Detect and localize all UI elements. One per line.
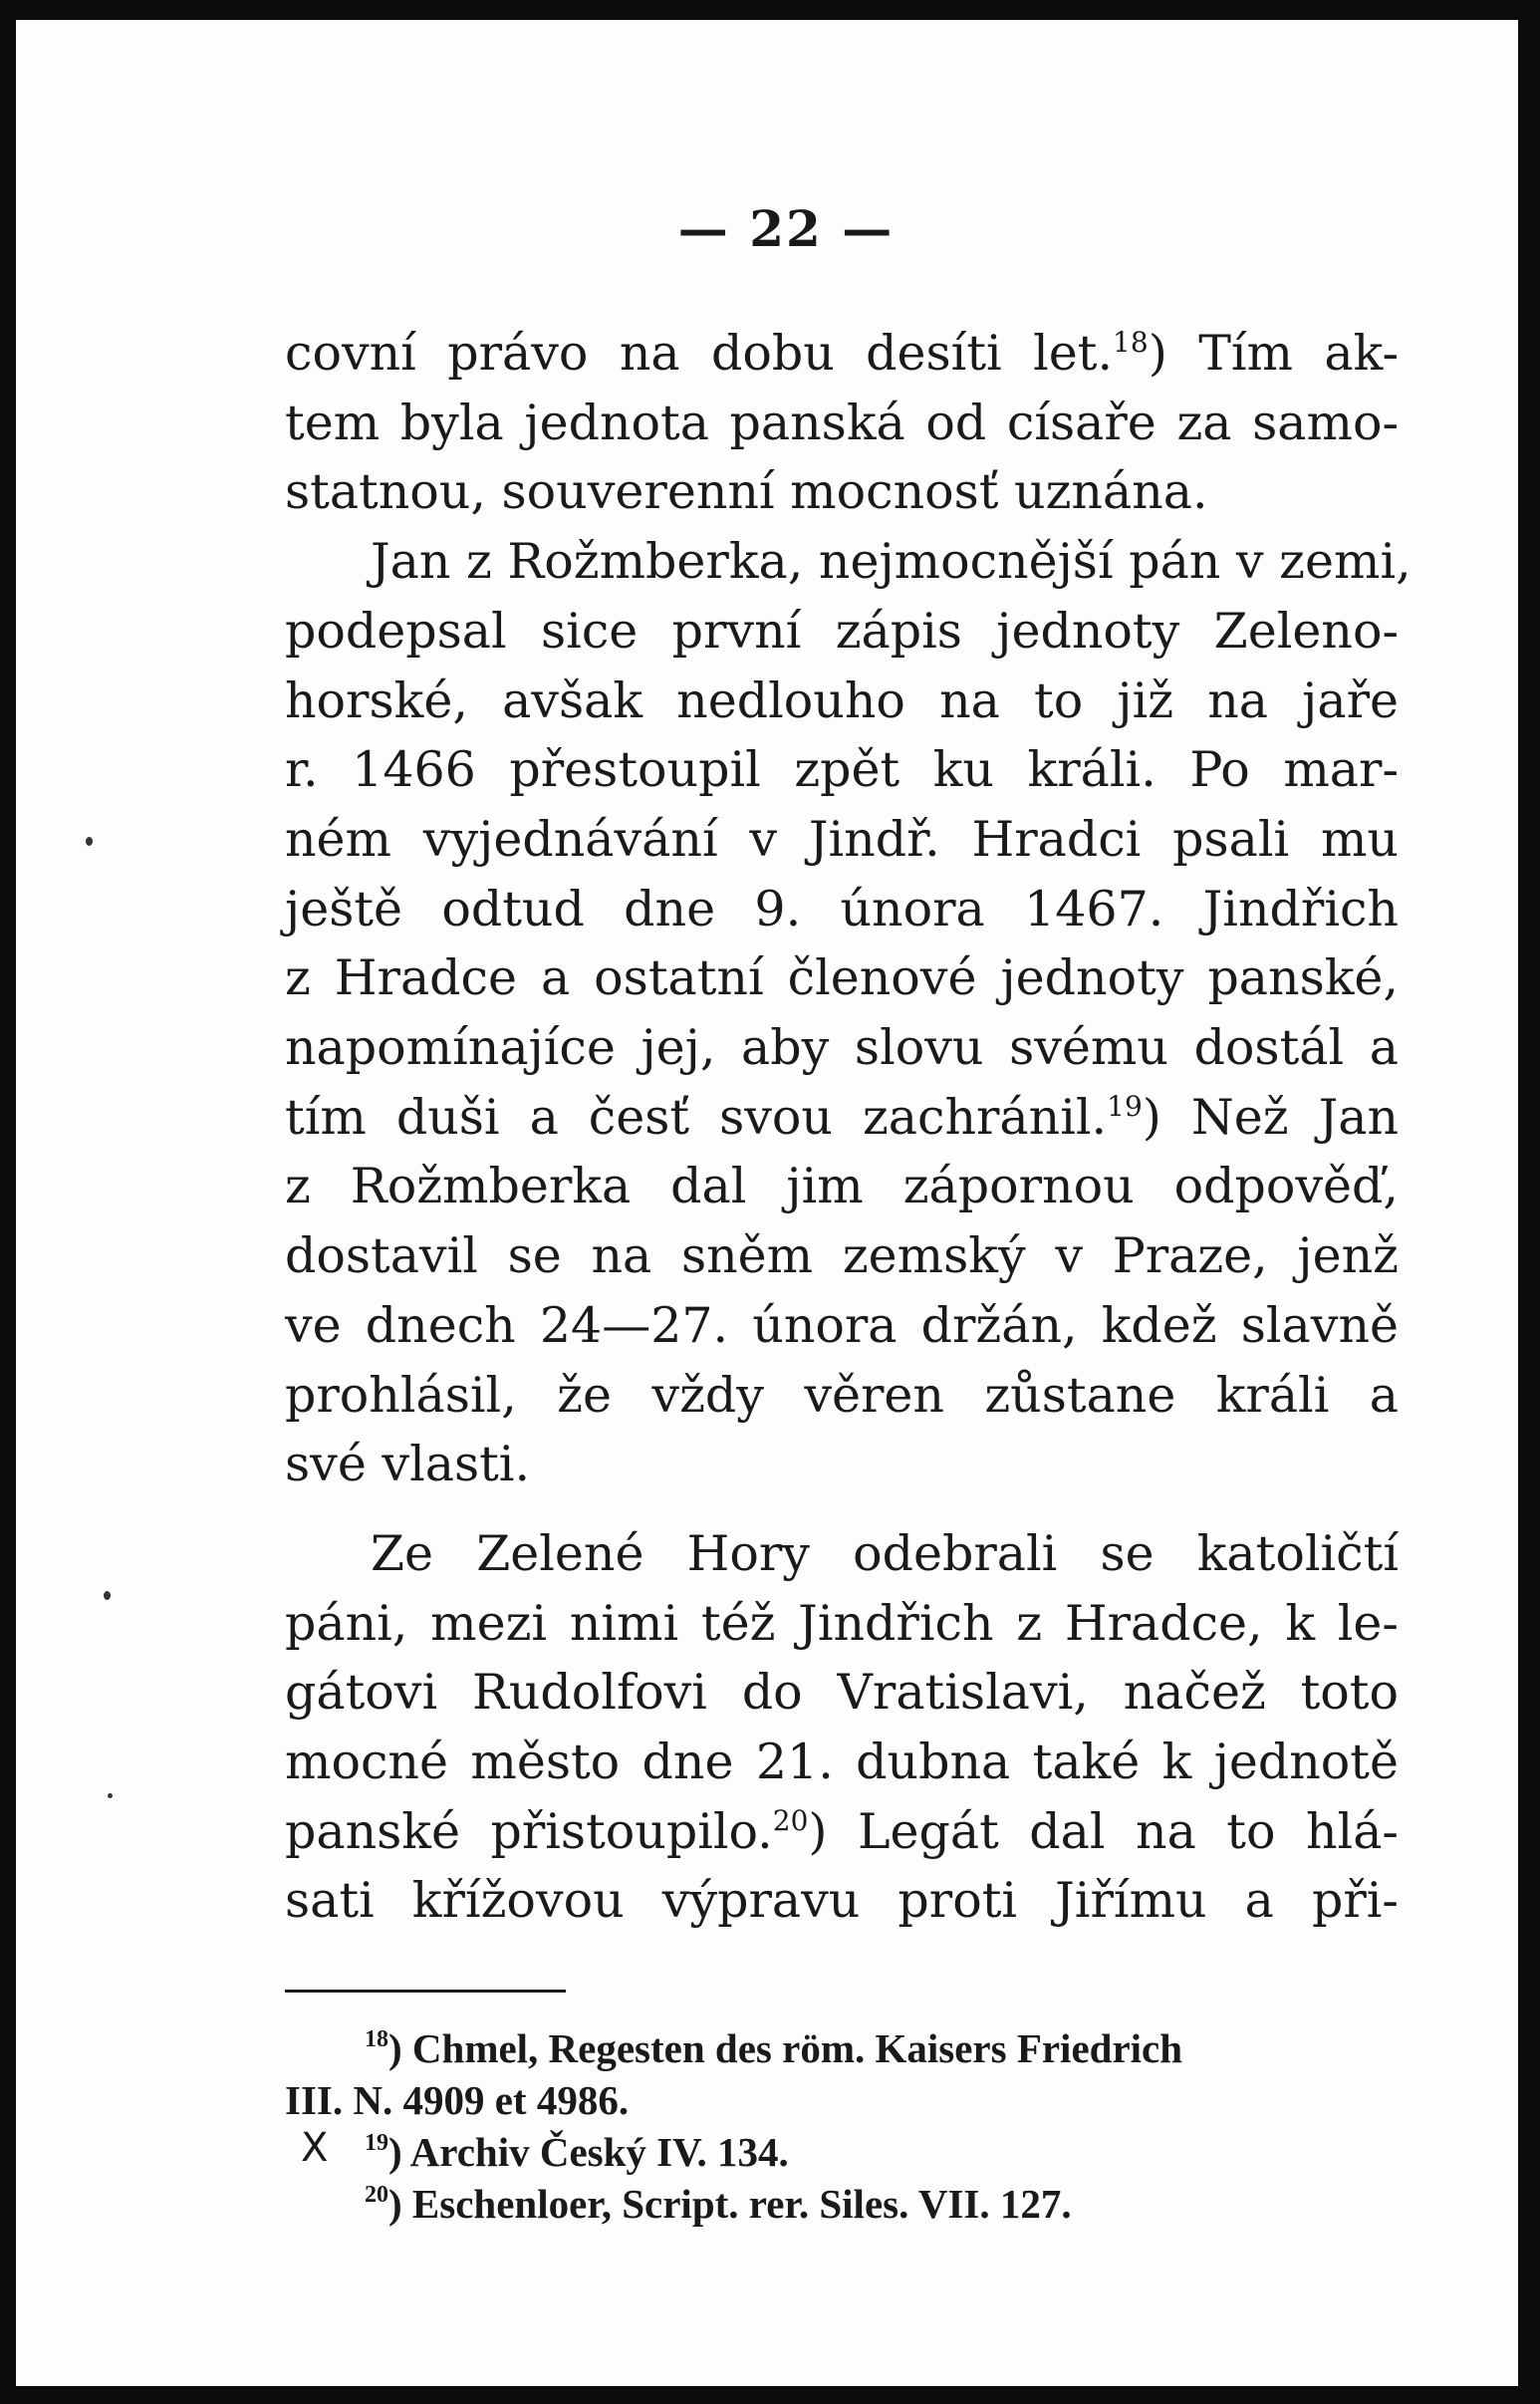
paragraph-2 [285,527,1412,1499]
text-line: ještě odtud dne 9. února 1467. Jindřich [285,880,1399,937]
text-line: Jan z Rožmberka, nejmocnější pán v zemi, [371,533,1412,591]
text-line: Ze Zelené Hory odebrali se katoličtí [371,1524,1399,1582]
text-line: z Rožmberka dal jim zápornou odpověď, [285,1158,1399,1215]
body-text [285,319,1412,1936]
text-line: panské přistoupilo.$^{20}$) Legát dal na to hlá- [285,1802,1399,1860]
margin-speck [104,1591,111,1600]
text-line: mocné město dne 21. dubna také k jednotě [285,1734,1399,1791]
text-line: napomínajíce jej, aby slovu svému dostál a [285,1019,1399,1077]
text-line: ném vyjednávání v Jindř. Hradci psali mu [285,810,1399,868]
footnote-ref-20[interactable]: 20 [772,1803,809,1837]
footnote-18-continued: III. N. 4909 et 4986. [285,2077,630,2123]
text-line: dostavil se na sněm zemský v Praze, jenž [285,1227,1399,1285]
text-line: páni, mezi nimi též Jindřich z Hradce, k le- [285,1594,1399,1652]
footnote-20: $^{20}$) Eschenloer, Script. rer. Siles. VII. 127. [365,2181,1072,2227]
text-line: prohlásil, že vždy věren zůstane králi a [285,1366,1399,1424]
text-line: gátovi Rudolfovi do Vratislavi, načež toto [285,1664,1399,1722]
page-number: — 22 — [677,199,895,258]
margin-speck [86,837,93,846]
margin-x-mark: X [301,2125,329,2171]
text-line: tím duši a česť svou zachránil.$^{19}$) Než Jan [285,1088,1399,1146]
footnote-ref-19[interactable]: 19 [1107,1089,1143,1123]
footnote-ref-18[interactable]: 18 [1113,326,1149,359]
text-line: své vlasti. [285,1436,531,1493]
text-line: ve dnech 24—27. února držán, kdež slavně [285,1296,1399,1354]
text-line: statnou, souverenní mocnosť uznána. [285,463,1208,521]
footnote-18: $^{18}$) Chmel, Regesten des röm. Kaisers Friedrich [365,2025,1183,2071]
text-line: covní právo na dobu desíti let.$^{18}$) Tím ak- [285,325,1400,382]
footnote-separator [285,1990,566,1993]
text-line: sati křížovou výpravu proti Jiřímu a při- [285,1872,1399,1930]
text-line: z Hradce a ostatní členové jednoty panské, [285,949,1399,1007]
text-line: tem byla jednota panská od císaře za samo- [285,394,1399,451]
paragraph-3 [285,1519,1399,1936]
footnotes [285,2022,1399,2230]
footnote-19: $^{19}$) Archiv Český IV. 134. [365,2129,789,2175]
text-line: horské, avšak nedlouho na to již na jaře [285,671,1399,729]
margin-speck [108,1793,113,1798]
text-line: r. 1466 přestoupil zpět ku králi. Po mar- [285,741,1399,799]
paragraph-1 [285,319,1399,527]
text-line: podepsal sice první zápis jednoty Zeleno- [285,602,1399,660]
